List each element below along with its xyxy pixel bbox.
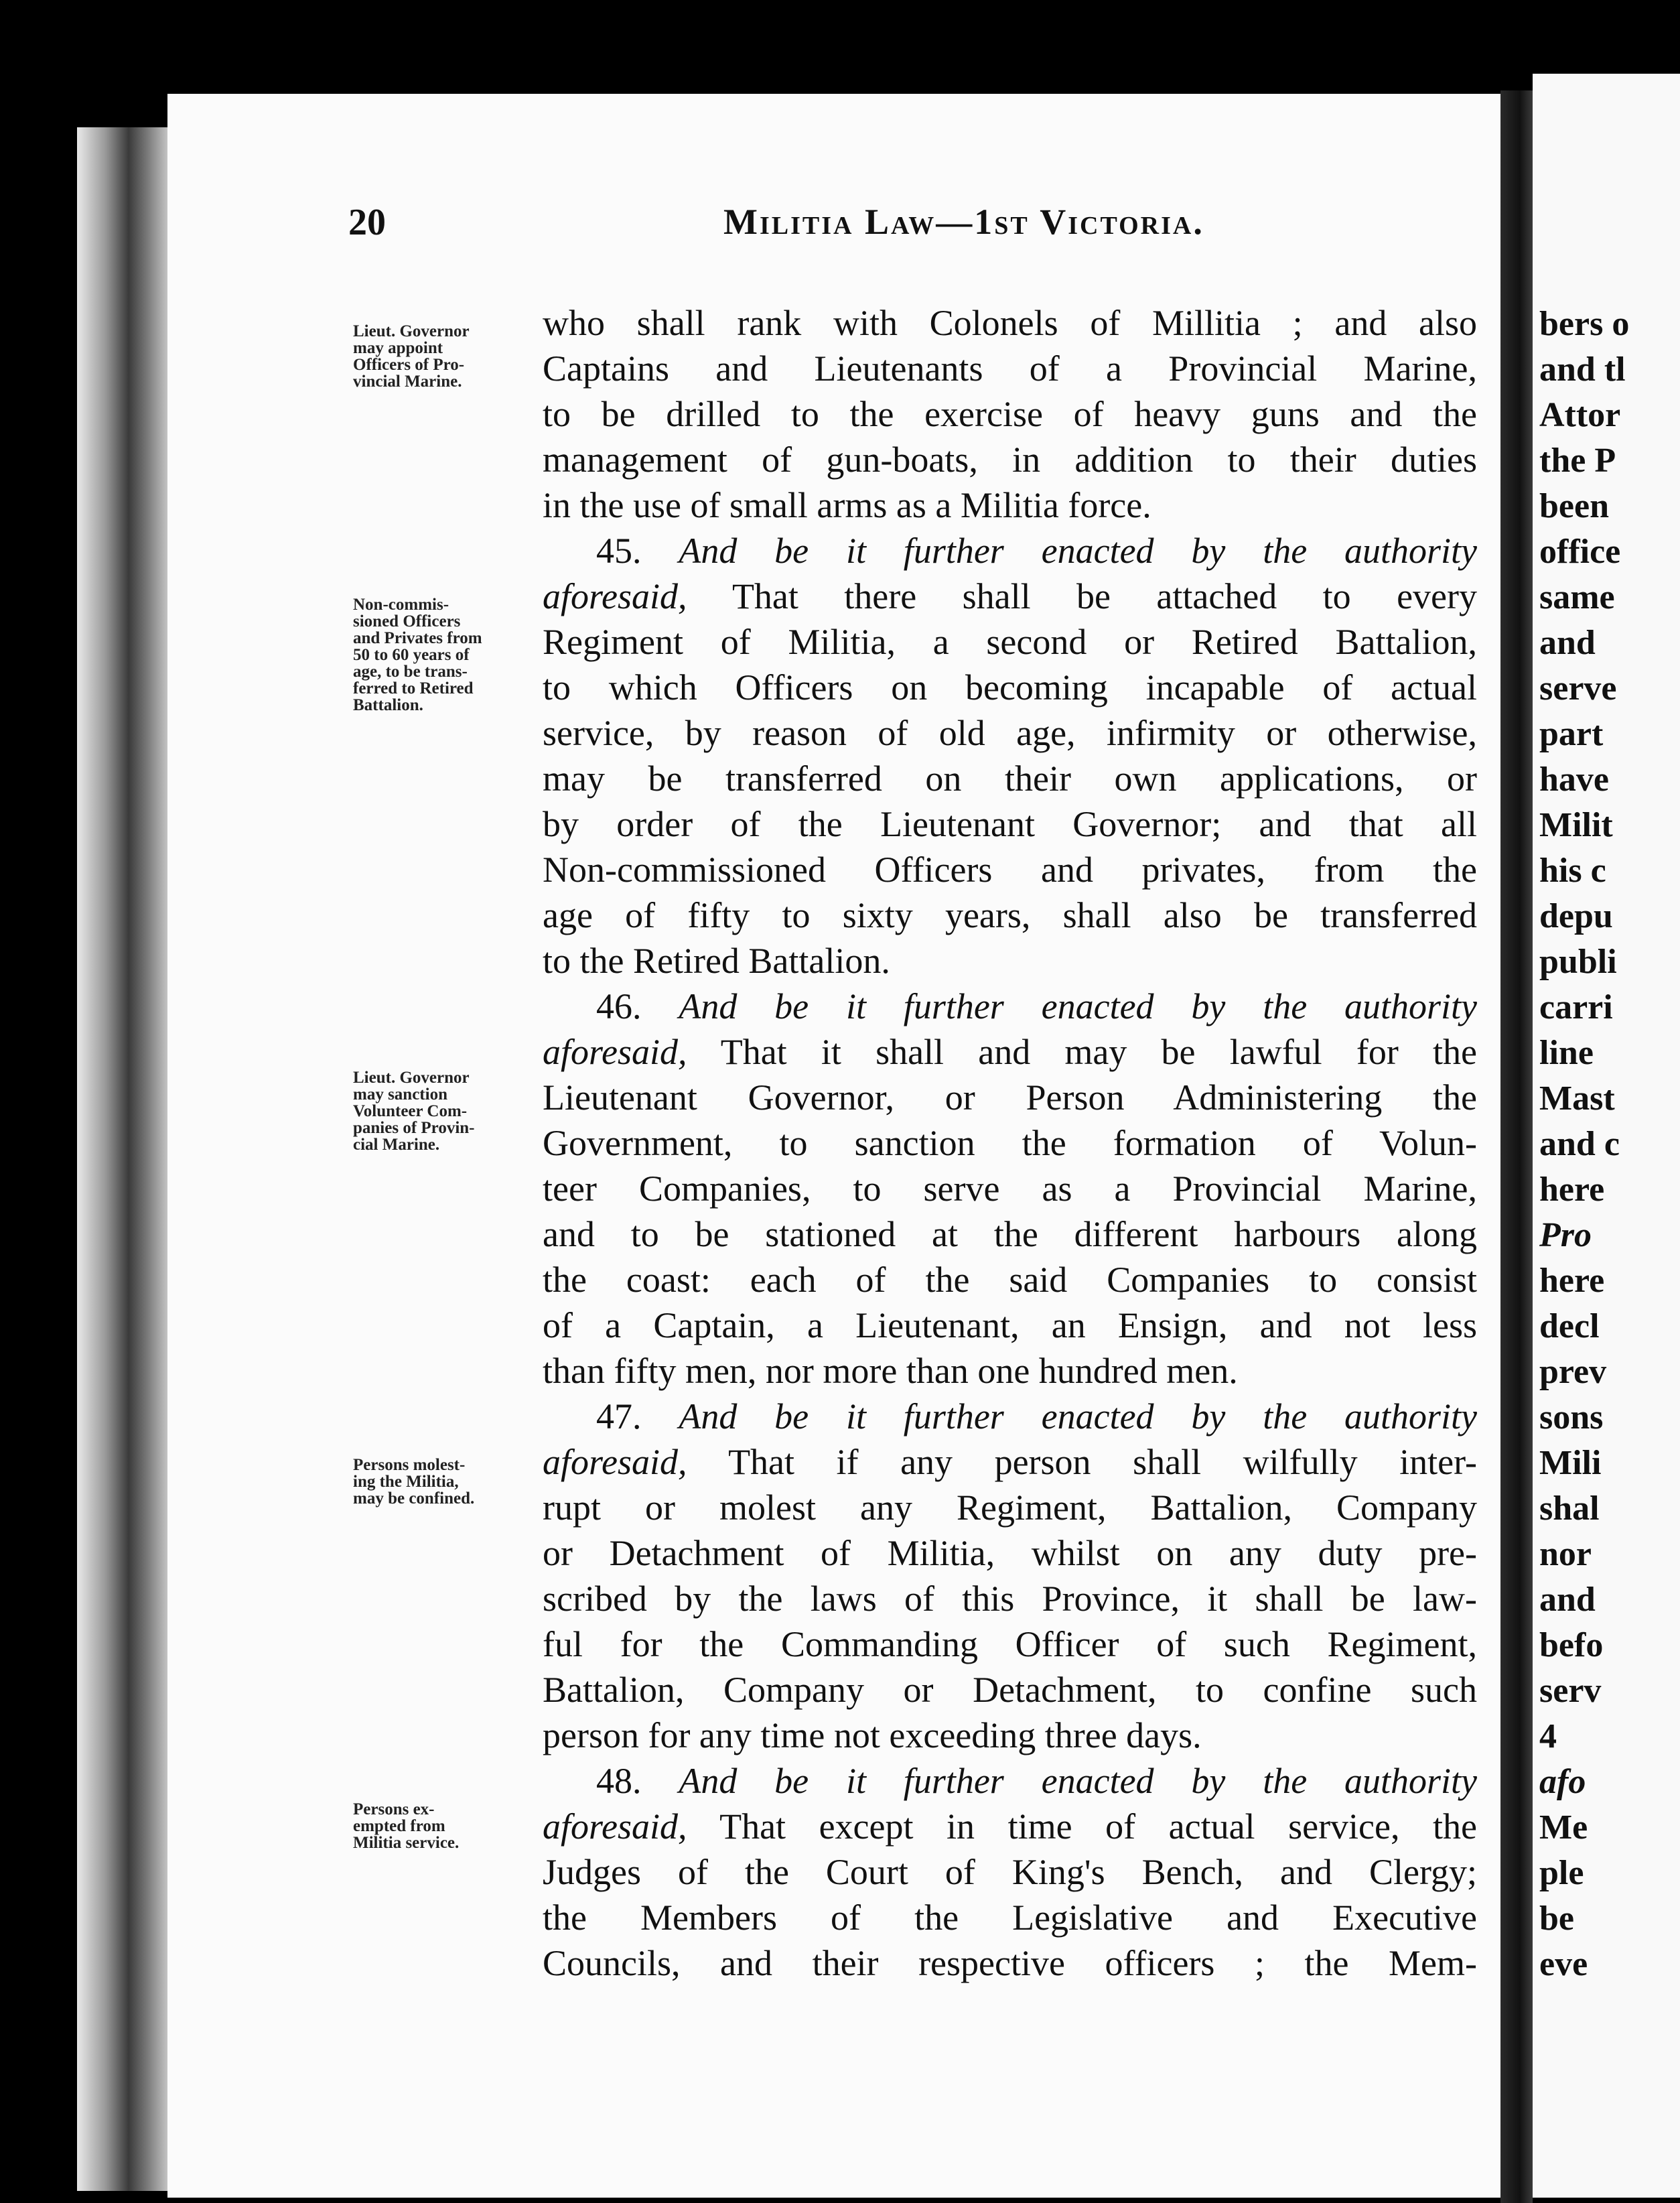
book-gutter: [1500, 90, 1533, 2203]
text-line: [543, 892, 1477, 938]
marginal-line: Militia service.: [353, 1834, 460, 1852]
line-text: management of gun-boats, in addition to their duties: [543, 440, 1477, 480]
text-line: [543, 847, 1477, 892]
facing-page-line: Attor: [1539, 396, 1621, 434]
facing-page-line: been: [1539, 487, 1609, 525]
line-text: to the Retired Battalion.: [543, 941, 890, 981]
text-line: [543, 1621, 1477, 1667]
text-line: [543, 1713, 1477, 1758]
enacting-phrase: And be it further enacted by the authority: [679, 1396, 1477, 1437]
facing-page-line: and tl: [1539, 350, 1626, 389]
marginal-line: Persons molest-: [353, 1456, 466, 1474]
page-number: 20: [348, 202, 386, 243]
text-line: [543, 1257, 1477, 1303]
text-line: [543, 710, 1477, 756]
marginal-line: Battalion.: [353, 696, 423, 714]
facing-page-line: serv: [1539, 1672, 1602, 1710]
text-line: [543, 1895, 1477, 1940]
facing-page-line: nor: [1539, 1535, 1592, 1573]
facing-page-line: afo: [1539, 1763, 1586, 1801]
text-line: [543, 1029, 1477, 1075]
text-line: [543, 1439, 1477, 1485]
marginal-line: vincial Marine.: [353, 373, 462, 391]
line-text: That there shall be attached to every: [731, 576, 1477, 616]
marginal-line: empted from: [353, 1817, 445, 1835]
marginal-line: sioned Officers: [353, 612, 461, 630]
text-line: [543, 938, 1477, 984]
marginal-note-molesting-militia: [353, 1457, 554, 1507]
text-line: [543, 300, 1477, 346]
line-text: That except in time of actual service, the: [719, 1806, 1477, 1847]
marginal-line: may appoint: [353, 339, 443, 357]
text-line: [543, 1485, 1477, 1530]
text-line: [543, 1394, 1477, 1439]
marginal-line: ing the Militia,: [353, 1473, 459, 1491]
marginal-line: ferred to Retired: [353, 679, 474, 697]
text-line: [543, 482, 1477, 528]
text-line: [543, 391, 1477, 437]
marginal-line: Volunteer Com-: [353, 1102, 468, 1120]
facing-page-line: Me: [1539, 1808, 1588, 1847]
line-text: or Detachment of Militia, whilst on any duty pre-: [543, 1533, 1477, 1573]
line-text: ful for the Commanding Officer of such Regiment,: [543, 1624, 1477, 1664]
facing-page-line: his c: [1539, 852, 1606, 890]
facing-page-line: bers o: [1539, 305, 1630, 343]
marginal-note-exempted-persons: [353, 1801, 554, 1851]
page-edge-stack: [77, 127, 171, 2191]
text-line: [543, 619, 1477, 665]
facing-page-line: decl: [1539, 1307, 1600, 1345]
line-text: service, by reason of old age, infirmity or otherwise,: [543, 713, 1477, 753]
facing-page-line: and: [1539, 624, 1596, 662]
facing-page-line: depu: [1539, 897, 1613, 935]
text-line: [543, 756, 1477, 801]
line-text: to which Officers on becoming incapable of actual: [543, 667, 1477, 708]
line-text: Non-commissioned Officers and privates, from the: [543, 850, 1477, 890]
facing-page-line: Mast: [1539, 1079, 1615, 1118]
text-line: [543, 1075, 1477, 1120]
enacting-phrase: And be it further enacted by the authority: [679, 531, 1477, 571]
line-text: Regiment of Militia, a second or Retired Battalion,: [543, 622, 1477, 662]
facing-page-line: and: [1539, 1581, 1596, 1619]
facing-page-line: office: [1539, 533, 1621, 571]
text-line: [543, 528, 1477, 574]
line-text: Government, to sanction the formation of Volun-: [543, 1123, 1477, 1163]
line-text: Lieutenant Governor, or Person Administering the: [543, 1077, 1477, 1118]
marginal-line: 50 to 60 years of: [353, 646, 470, 664]
line-text: by order of the Lieutenant Governor; and that all: [543, 804, 1477, 844]
page-header: [348, 201, 1460, 255]
line-text: Councils, and their respective officers ; the Mem-: [543, 1943, 1477, 1983]
facing-page-line: Milit: [1539, 806, 1613, 844]
text-line: [543, 437, 1477, 482]
section-number: 45.: [596, 531, 642, 571]
line-text: may be transferred on their own applications, or: [543, 758, 1477, 799]
enacting-phrase: aforesaid,: [543, 1442, 687, 1482]
line-text: in the use of small arms as a Militia force.: [543, 485, 1151, 525]
facing-page-line: here: [1539, 1262, 1605, 1300]
text-line: [543, 1211, 1477, 1257]
text-line: [543, 1166, 1477, 1211]
facing-page-line: Pro: [1539, 1216, 1592, 1254]
facing-page: [1533, 74, 1680, 2198]
facing-page-line: have: [1539, 760, 1609, 799]
line-text: That it shall and may be lawful for the: [720, 1032, 1477, 1072]
facing-page-line: ple: [1539, 1854, 1584, 1892]
line-text: than fifty men, nor more than one hundred men.: [543, 1351, 1238, 1391]
marginal-line: panies of Provin-: [353, 1119, 475, 1137]
line-text: age of fifty to sixty years, shall also be transferred: [543, 895, 1477, 935]
line-text: who shall rank with Colonels of Millitia ; and also: [543, 303, 1477, 343]
facing-page-line: prev: [1539, 1353, 1607, 1391]
line-text: Battalion, Company or Detachment, to confine such: [543, 1670, 1477, 1710]
text-line: [543, 665, 1477, 710]
line-text: the Members of the Legislative and Executive: [543, 1897, 1477, 1938]
enacting-phrase: aforesaid,: [543, 1032, 687, 1072]
marginal-line: may sanction: [353, 1085, 447, 1104]
text-line: [543, 1348, 1477, 1394]
section-number: 48.: [596, 1761, 642, 1801]
text-line: [543, 801, 1477, 847]
text-line: [543, 1667, 1477, 1713]
section-number: 47.: [596, 1396, 642, 1437]
line-text: of a Captain, a Lieutenant, an Ensign, and not less: [543, 1305, 1477, 1345]
facing-page-line: be: [1539, 1899, 1574, 1938]
text-line: [543, 984, 1477, 1029]
marginal-line: and Privates from: [353, 629, 482, 647]
marginal-line: cial Marine.: [353, 1136, 440, 1154]
line-text: teer Companies, to serve as a Provincial Marine,: [543, 1169, 1477, 1209]
facing-page-line: and c: [1539, 1125, 1620, 1163]
line-text: to be drilled to the exercise of heavy guns and the: [543, 394, 1477, 434]
text-line: [543, 574, 1477, 619]
line-text: That if any person shall wilfully inter-: [728, 1442, 1477, 1482]
facing-page-line: carri: [1539, 988, 1613, 1026]
marginal-line: Non-commis-: [353, 596, 449, 614]
marginal-note-volunteer-companies: [353, 1069, 554, 1153]
marginal-line: Persons ex-: [353, 1800, 435, 1818]
line-text: scribed by the laws of this Province, it shall be law-: [543, 1579, 1477, 1619]
enacting-phrase: And be it further enacted by the authority: [679, 1761, 1477, 1801]
text-line: [543, 1576, 1477, 1621]
line-text: Judges of the Court of King's Bench, and Clergy;: [543, 1852, 1477, 1892]
facing-page-line: same: [1539, 578, 1615, 616]
facing-page-line: sons: [1539, 1398, 1604, 1437]
text-line: [543, 346, 1477, 391]
line-text: and to be stationed at the different harbours along: [543, 1214, 1477, 1254]
text-line: [543, 1940, 1477, 1986]
facing-page-line: here: [1539, 1171, 1605, 1209]
marginal-note-officers-marine: [353, 323, 554, 390]
facing-page-line: shal: [1539, 1489, 1600, 1528]
facing-page-line: publi: [1539, 943, 1617, 981]
facing-page-line: part: [1539, 715, 1604, 753]
marginal-note-retired-battalion: [353, 596, 554, 714]
text-line: [543, 1849, 1477, 1895]
statute-body-text: [543, 300, 1477, 1986]
facing-page-line: befo: [1539, 1626, 1604, 1664]
enacting-phrase: And be it further enacted by the authority: [679, 986, 1477, 1026]
text-line: [543, 1804, 1477, 1849]
line-text: person for any time not exceeding three days.: [543, 1715, 1202, 1755]
line-text: the coast: each of the said Companies to consist: [543, 1260, 1477, 1300]
facing-page-line: serve: [1539, 669, 1617, 708]
text-line: [543, 1303, 1477, 1348]
line-text: rupt or molest any Regiment, Battalion, Company: [543, 1487, 1477, 1528]
enacting-phrase: aforesaid,: [543, 1806, 687, 1847]
facing-page-line: Mili: [1539, 1444, 1602, 1482]
text-line: [543, 1758, 1477, 1804]
marginal-line: Lieut. Governor: [353, 1069, 470, 1087]
enacting-phrase: aforesaid,: [543, 576, 687, 616]
facing-page-line: eve: [1539, 1945, 1588, 1983]
marginal-line: Lieut. Governor: [353, 322, 470, 340]
running-title: Militia Law—1st Victoria.: [723, 202, 1204, 242]
line-text: Captains and Lieutenants of a Provincial Marine,: [543, 348, 1477, 389]
marginal-line: may be confined.: [353, 1489, 475, 1508]
marginal-line: age, to be trans-: [353, 663, 468, 681]
section-number: 46.: [596, 986, 642, 1026]
text-line: [543, 1530, 1477, 1576]
facing-page-line: the P: [1539, 442, 1616, 480]
facing-page-line: line: [1539, 1034, 1594, 1072]
facing-page-line: 4: [1539, 1717, 1557, 1755]
marginal-line: Officers of Pro-: [353, 356, 465, 374]
text-line: [543, 1120, 1477, 1166]
